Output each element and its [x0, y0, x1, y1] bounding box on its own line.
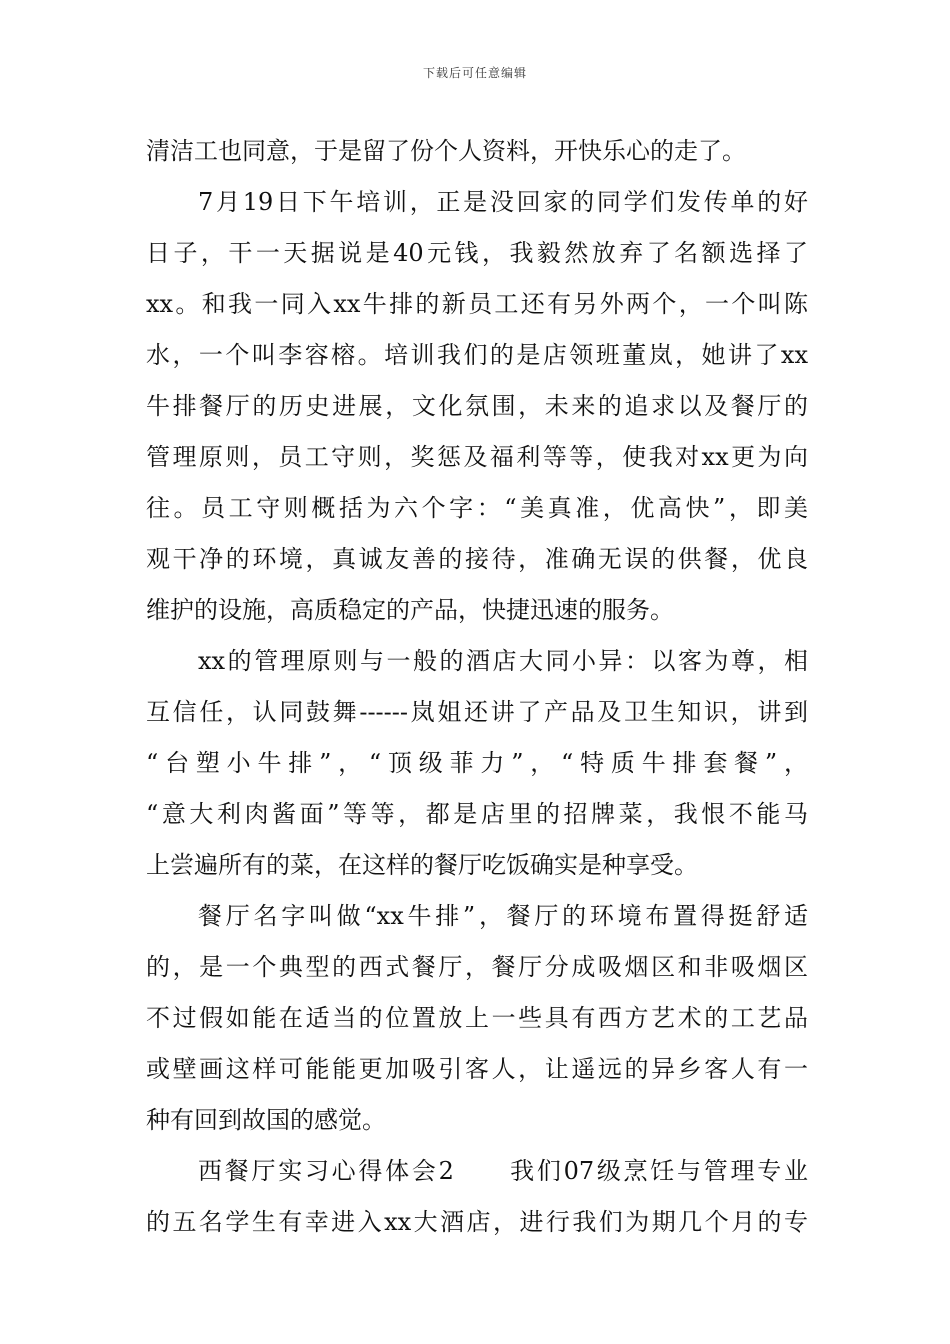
text-line: 清洁工也同意，于是留了份个人资料，开快乐心的走了。 [146, 137, 746, 165]
page-header: 下载后可任意编辑 [422, 66, 527, 80]
text-line: xx。和我一同入xx牛排的新员工还有另外两个，一个叫陈 [146, 290, 808, 318]
text-line: 水，一个叫李容榕。培训我们的是店领班董岚，她讲了xx [146, 341, 808, 369]
text-line: 上尝遍所有的菜，在这样的餐厅吃饭确实是种享受。 [146, 851, 698, 879]
text-line: 的五名学生有幸进入xx大酒店，进行我们为期几个月的专 [146, 1208, 808, 1236]
text-line: 7月19日下午培训，正是没回家的同学们发传单的好 [198, 188, 808, 216]
text-line: “台塑小牛排”，“顶级菲力”，“特质牛排套餐”， [146, 749, 808, 777]
text-line: 西餐厅实习心得体会2 我们07级烹饪与管理专业 [198, 1157, 808, 1185]
text-line: 互信任，认同鼓舞------岚姐还讲了产品及卫生知识，讲到 [146, 698, 808, 726]
text-line: 往。员工守则概括为六个字：“美真准，优高快”，即美 [146, 494, 808, 522]
text-line: “意大利肉酱面”等等，都是店里的招牌菜，我恨不能马 [146, 800, 808, 828]
text-line: xx的管理原则与一般的酒店大同小异：以客为尊，相 [198, 647, 808, 675]
text-line: 的，是一个典型的西式餐厅，餐厅分成吸烟区和非吸烟区 [146, 953, 808, 981]
text-line: 牛排餐厅的历史进展，文化氛围，未来的追求以及餐厅的 [146, 392, 808, 420]
text-line: 管理原则，员工守则，奖惩及福利等等，使我对xx更为向 [146, 443, 808, 471]
text-line: 餐厅名字叫做“xx牛排”，餐厅的环境布置得挺舒适 [198, 902, 808, 930]
text-line: 不过假如能在适当的位置放上一些具有西方艺术的工艺品 [146, 1004, 808, 1032]
document-body [146, 126, 808, 1248]
text-line: 维护的设施，高质稳定的产品，快捷迅速的服务。 [146, 596, 674, 624]
text-line: 种有回到故国的感觉。 [146, 1106, 386, 1134]
text-line: 观干净的环境，真诚友善的接待，准确无误的供餐，优良 [146, 545, 808, 573]
text-line: 日子，干一天据说是40元钱，我毅然放弃了名额选择了 [146, 239, 808, 267]
text-line: 或壁画这样可能能更加吸引客人，让遥远的异乡客人有一 [146, 1055, 808, 1083]
